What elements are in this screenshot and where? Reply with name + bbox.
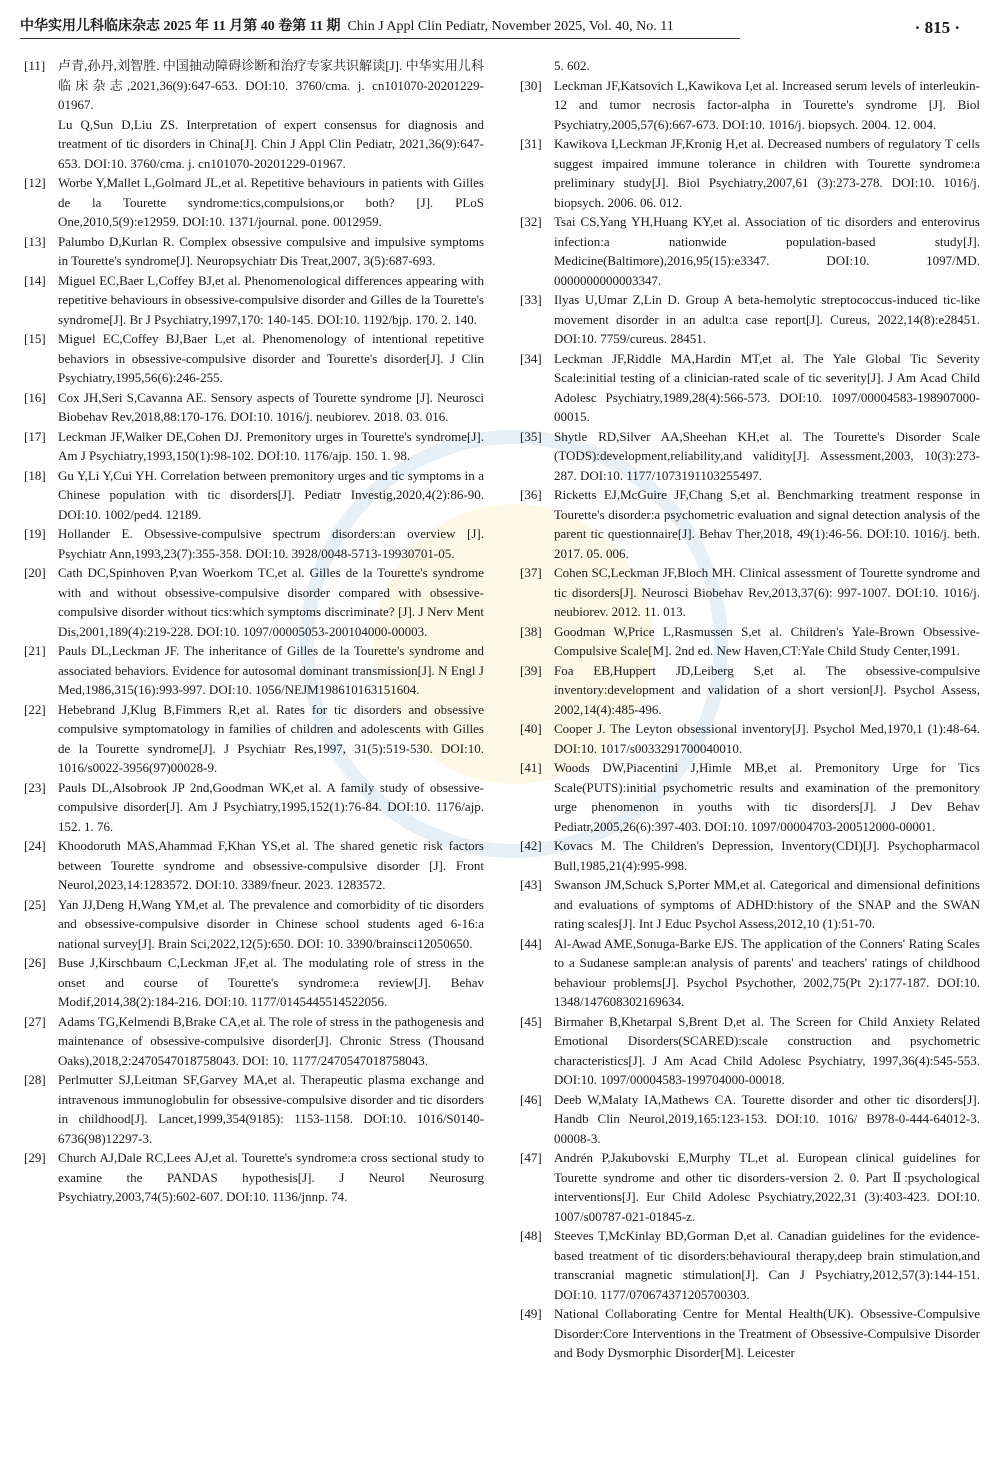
reference-number: [43] (520, 877, 542, 892)
reference-number: [15] (24, 331, 46, 346)
reference-text: Kovacs M. The Children's Depression, Inventory(CDI)[J]. Psychopharmacol Bull,1985,21(4):995-998. (554, 838, 980, 873)
reference-item (24, 953, 484, 1012)
reference-number: [28] (24, 1072, 46, 1087)
reference-number: [26] (24, 955, 46, 970)
reference-number: [31] (520, 136, 542, 151)
reference-item (24, 466, 484, 525)
page-number: · 815 · (914, 18, 960, 37)
reference-text: Miguel EC,Baer L,Coffey BJ,et al. Phenomenological differences appearing with repetitive behaviours in obsessive-compulsive disorder and Gilles de la Tourette's syndrome[J]. Br J Psychiatry,1997,170: 140-145. DOI:10. 1192/bjp. 170. 2. 140. (58, 272, 484, 327)
reference-item (24, 271, 484, 330)
reference-number: [32] (520, 214, 542, 229)
reference-text: Worbe Y,Mallet L,Golmard JL,et al. Repetitive behaviours in patients with Gilles de la Tourette syndrome:tics,compulsions,or both? [J]. PLoS One,2010,5(9):e12959. DOI:10. 1371/journal. pone. 0012959. (58, 175, 484, 229)
reference-text: Leckman JF,Walker DE,Cohen DJ. Premonitory urges in Tourette's syndrome[J]. Am J Psychiatry,1993,150(1):98-102. DOI:10. 1176/ajp. 150. 1. 98. (58, 428, 484, 463)
reference-item (520, 1226, 980, 1304)
reference-item (520, 1012, 980, 1090)
reference-number: [46] (520, 1091, 542, 1107)
reference-number: [44] (520, 935, 542, 951)
reference-number: [42] (520, 838, 542, 853)
reference-item (520, 563, 980, 622)
reference-text: Andrén P,Jakubovski E,Murphy TL,et al. European clinical guidelines for Tourette syndrome and other tic disorders-version 2. 0. Part Ⅱ:psychological interventions[J]. Eur Child Adolesc Psychiatry,2022,31 (3):403-423. DOI:10. 1007/s00787-021-01845-z. (554, 1150, 980, 1224)
reference-number: [39] (520, 662, 542, 678)
reference-number: [41] (520, 760, 542, 775)
reference-text: Shytle RD,Silver AA,Sheehan KH,et al. The Tourette's Disorder Scale (TODS):development,reliability,and validity[J]. Assessment,2003, 10(3):273-287. DOI:10. 1177/1073191103255497. (554, 428, 980, 483)
reference-item (24, 388, 484, 427)
reference-number: [34] (520, 350, 542, 366)
reference-text: Gu Y,Li Y,Cui YH. Correlation between premonitory urges and tic symptoms in a Chinese population with tic disorders[J]. Pediatr Investig,2020,4(2):86-90. DOI:10. 1002/ped4. 12189. (58, 467, 484, 522)
reference-number: [17] (24, 428, 46, 444)
reference-text: Pauls DL,Alsobrook JP 2nd,Goodman WK,et al. A family study of obsessive-compulsive disorder[J]. Am J Psychiatry,1995,152(1):76-84. DOI:10. 1176/ajp. 152. 1. 76. (58, 779, 484, 834)
reference-text: Adams TG,Kelmendi B,Brake CA,et al. The role of stress in the pathogenesis and maintenance of obsessive-compulsive disorder[J]. Chronic Stress (Thousand Oaks),2018,2:2470547018758043. DOI: 10. 1177/2470547018758043. (58, 1013, 484, 1068)
reference-number: [20] (24, 565, 46, 580)
reference-text: Cath DC,Spinhoven P,van Woerkom TC,et al. Gilles de la Tourette's syndrome with and without obsessive-compulsive disorder compared with obsessive-compulsive disorder without tics:which symptoms discriminate? [J]. J Nerv Ment Dis,2001,189(4):219-228. DOI:10. 1097/00005053-200104000-00003. (58, 565, 484, 639)
reference-number: [45] (520, 1013, 542, 1029)
reference-number: [14] (24, 272, 46, 288)
reference-item (520, 758, 980, 836)
reference-item (520, 622, 980, 661)
reference-item (520, 1090, 980, 1149)
reference-text: Cooper J. The Leyton obsessional inventory[J]. Psychol Med,1970,1 (1):48-64. DOI:10. 1017/s0033291700040010. (554, 721, 980, 756)
reference-text: Foa EB,Huppert JD,Leiberg S,et al. The obsessive-compulsive inventory:development and validation of a short version[J]. Psychol Assess, 2002,14(4):485-496. (554, 662, 980, 717)
reference-number: [13] (24, 233, 46, 249)
reference-number: [29] (24, 1150, 46, 1165)
reference-number: [21] (24, 643, 46, 658)
reference-number: [33] (520, 292, 542, 307)
reference-text: Hollander E. Obsessive-compulsive spectrum disorders:an overview [J]. Psychiatr Ann,1993,23(7):355-358. DOI:10. 3928/0048-5713-19930701-05. (58, 526, 484, 561)
reference-text: Khoodoruth MAS,Ahammad F,Khan YS,et al. The shared genetic risk factors between Tourette syndrome and obsessive-compulsive disorder [J]. Front Neurol,2023,14:1283572. DOI:10. 3389/fneur. 2023. 1283572. (58, 838, 484, 892)
reference-text: Miguel EC,Coffey BJ,Baer L,et al. Phenomenology of intentional repetitive behaviors in obsessive-compulsive disorder and Tourette's disorder[J]. J Clin Psychiatry,1995,56(6):246-255. (58, 331, 484, 385)
reference-text: Leckman JF,Riddle MA,Hardin MT,et al. The Yale Global Tic Severity Scale:initial testing of a clinician-rated scale of tic severity[J]. J Am Acad Child Adolesc Psychiatry,1989,28(4):566-573. DOI:10. 1097/00004583-198907000-00015. (554, 350, 980, 424)
reference-text: Church AJ,Dale RC,Lees AJ,et al. Tourette's syndrome:a cross sectional study to examine the PANDAS hypothesis[J]. J Neurol Neurosurg Psychiatry,2003,74(5):602-607. DOI:10. 1136/jnnp. 74. (58, 1150, 484, 1204)
reference-text: Ilyas U,Umar Z,Lin D. Group A beta-hemolytic streptococcus-induced tic-like movement disorder in an adult:a case report[J]. Cureus, 2022,14(8):e28451. DOI:10. 7759/cureus. 28451. (554, 292, 980, 346)
reference-item (520, 836, 980, 875)
reference-number: [40] (520, 721, 542, 736)
reference-number: [35] (520, 428, 542, 444)
reference-item (520, 661, 980, 720)
reference-text: Cohen SC,Leckman JF,Bloch MH. Clinical assessment of Tourette syndrome and tic disorders[J]. Neurosci Biobehav Rev,2013,37(6): 997-1007. DOI:10. 1016/j. neubiorev. 2012. 11. 013. (554, 565, 980, 619)
reference-text: Palumbo D,Kurlan R. Complex obsessive compulsive and impulsive symptoms in Tourette's syndrome[J]. Neuropsychiatr Dis Treat,2007, 3(5):687-693. (58, 233, 484, 268)
reference-item (24, 700, 484, 778)
reference-item (24, 563, 484, 641)
reference-number: [22] (24, 701, 46, 717)
reference-number: [16] (24, 389, 46, 405)
reference-text: Woods DW,Piacentini J,Himle MB,et al. Premonitory Urge for Tics Scale(PUTS):initial psychometric results and examination of the premonitory urge phenomenon in youths with tic disorders[J]. J Dev Behav Pediatr,2005,26(6):397-403. DOI:10. 1097/00004703-200512000-00001. (554, 760, 980, 834)
reference-number: [27] (24, 1013, 46, 1029)
reference-number: [48] (520, 1228, 542, 1243)
reference-item (520, 427, 980, 486)
reference-number: [23] (24, 779, 46, 795)
reference-text: Birmaher B,Khetarpal S,Brent D,et al. The Screen for Child Anxiety Related Emotional Disorders(SCARED):scale construction and psychometric characteristics[J]. J Am Acad Child Adolesc Psychiatry, 1997,36(4):545-553. DOI:10. 1097/00004583-199704000-00018. (554, 1013, 980, 1087)
reference-list-right (520, 76, 980, 1363)
reference-text: Leckman JF,Katsovich L,Kawikova I,et al. Increased serum levels of interleukin-12 and tumor necrosis factor-alpha in Tourette's syndrome [J]. Biol Psychiatry,2005,57(6):667-673. DOI:10. 1016/j. biopsych. 2004. 12. 004. (554, 77, 980, 132)
reference-item (520, 212, 980, 290)
reference-number: [19] (24, 526, 46, 541)
reference-text: Perlmutter SJ,Leitman SF,Garvey MA,et al. Therapeutic plasma exchange and intravenous immunoglobulin for obsessive-compulsive disorder and tic disorders in childhood[J]. Lancet,1999,354(9185): 1153-1158. DOI:10. 1016/S0140-6736(98)12297-3. (58, 1072, 484, 1146)
reference-text: Lu Q,Sun D,Liu ZS. Interpretation of expert consensus for diagnosis and treatment of tic disorders in China[J]. Chin J Appl Clin Pediatr, 2021,36(9):647-653. DOI:10. 3760/cma. j. cn101070-20201229-01967. (58, 116, 484, 171)
reference-item (520, 485, 980, 563)
reference-text: Goodman W,Price L,Rasmussen S,et al. Children's Yale-Brown Obsessive-Compulsive Scale[M]. 2nd ed. New Haven,CT:Yale Child Study Center,1991. (554, 623, 980, 658)
reference-text: Cox JH,Seri S,Cavanna AE. Sensory aspects of Tourette syndrome [J]. Neurosci Biobehav Rev,2018,88:170-176. DOI:10. 1016/j. neubiorev. 2018. 03. 016. (58, 389, 484, 424)
reference-number: [47] (520, 1150, 542, 1165)
reference-text: Deeb W,Malaty IA,Mathews CA. Tourette disorder and other tic disorders[J]. Handb Clin Neurol,2019,165:123-153. DOI:10. 1016/ B978-0-444-64012-3. 00008-3. (554, 1091, 980, 1146)
journal-title-en: Chin J Appl Clin Pediatr, November 2025, Vol. 40, No. 11 (347, 19, 674, 34)
reference-text: Tsai CS,Yang YH,Huang KY,et al. Association of tic disorders and enterovirus infection:a nationwide population-based study[J]. Medicine(Baltimore),2016,95(15):e3347. DOI:10. 1097/MD. 0000000000003347. (554, 214, 980, 288)
reference-item (24, 1070, 484, 1148)
reference-text: Ricketts EJ,McGuire JF,Chang S,et al. Benchmarking treatment response in Tourette's disorder:a psychometric evaluation and signal detection analysis of the parent tic questionnaire[J]. Behav Ther,2018, 49(1):46-56. DOI:10. 1016/j. beth. 2017. 05. 006. (554, 487, 980, 561)
reference-item (520, 134, 980, 212)
reference-number: [12] (24, 175, 46, 190)
reference-item (24, 232, 484, 271)
reference-item (520, 290, 980, 349)
reference-number: [38] (520, 623, 542, 639)
reference-item (520, 934, 980, 1012)
reference-number: [36] (520, 487, 542, 502)
reference-item (520, 719, 980, 758)
reference-text: 卢青,孙丹,刘智胜. 中国抽动障碍诊断和治疗专家共识解读[J]. 中华实用儿科临床杂志,2021,36(9):647-653. DOI:10. 3760/cma. j. cn101070-20201229-01967. (58, 58, 484, 112)
reference-item (24, 778, 484, 837)
reference-item (24, 836, 484, 895)
reference-text: Hebebrand J,Klug B,Fimmers R,et al. Rates for tic disorders and obsessive compulsive symptomatology in families of children and adolescents with Gilles de la Tourette syndrome[J]. J Psychiatr Res,1997, 31(5):519-530. DOI:10. 1016/s0022-3956(97)00028-9. (58, 701, 484, 775)
reference-text: Kawikova I,Leckman JF,Kronig H,et al. Decreased numbers of regulatory T cells suggest impaired immune tolerance in children with Tourette syndrome:a preliminary study[J]. Biol Psychiatry,2007,61 (3):273-278. DOI:10. 1016/j. biopsych. 2006. 06. 012. (554, 136, 980, 210)
reference-number: [24] (24, 838, 46, 853)
reference-item (24, 173, 484, 232)
reference-number: [18] (24, 467, 46, 483)
reference-item (24, 329, 484, 388)
reference-text: Steeves T,McKinlay BD,Gorman D,et al. Canadian guidelines for the evidence-based treatment of tic disorders:behavioural therapy,deep brain stimulation,and transcranial magnetic stimulation[J]. Can J Psychiatry,2012,57(3):144-151. DOI:10. 1177/070674371205700303. (554, 1228, 980, 1302)
reference-item (520, 875, 980, 934)
references-left-column (24, 56, 484, 1207)
reference-item (520, 76, 980, 135)
running-header (20, 12, 980, 42)
reference-item (24, 895, 484, 954)
reference-number: [37] (520, 565, 542, 580)
journal-header (20, 15, 740, 39)
reference-item (520, 1148, 980, 1226)
reference-item (24, 56, 484, 173)
references-right-column (520, 56, 980, 1363)
reference-item (24, 427, 484, 466)
reference-number: [11] (24, 58, 46, 73)
reference-item (520, 349, 980, 427)
reference-text: Pauls DL,Leckman JF. The inheritance of Gilles de la Tourette's syndrome and associated behaviors. Evidence for autosomal dominant transmission[J]. N Engl J Med,1986,315(16):993-997. DOI:10. 1056/NEJM198610163151604. (58, 643, 484, 697)
reference-number: [25] (24, 896, 46, 912)
reference-number: [49] (520, 1306, 542, 1321)
reference-text: Swanson JM,Schuck S,Porter MM,et al. Categorical and dimensional definitions and evaluations of symptoms of ADHD:history of the SNAP and the SWAN rating scales[J]. Int J Educ Psychol Assess,2012,10 (1):51-70. (554, 877, 980, 931)
reference-continuation: 5. 602. (554, 58, 590, 73)
reference-number: [30] (520, 77, 542, 93)
reference-text: Al-Awad AME,Sonuga-Barke EJS. The application of the Conners' Rating Scales to a Sudanese sample:an analysis of parents' and teachers' ratings of childhood behaviour problems[J]. Psychol Psychother, 2002,75(Pt 2):177-187. DOI:10. 1348/147608302169634. (554, 935, 980, 1009)
reference-text: National Collaborating Centre for Mental Health(UK). Obsessive-Compulsive Disorder:Core Interventions in the Treatment of Obsessive-Compulsive Disorder and Body Dysmorphic Disorder[M]. Leicester (554, 1306, 980, 1360)
reference-item (24, 641, 484, 700)
reference-text: Buse J,Kirschbaum C,Leckman JF,et al. The modulating role of stress in the onset and course of Tourette's syndrome:a review[J]. Behav Modif,2014,38(2):184-216. DOI:10. 1177/0145445514522056. (58, 955, 484, 1009)
reference-item (24, 1148, 484, 1207)
journal-title-cn: 中华实用儿科临床杂志 2025 年 11 月第 40 卷第 11 期 (20, 19, 341, 34)
reference-text: Yan JJ,Deng H,Wang YM,et al. The prevalence and comorbidity of tic disorders and obsessive-compulsive disorder in Chinese school students aged 6-16:a national survey[J]. Brain Sci,2022,12(5):650. DOI: 10. 3390/brainsci12050650. (58, 896, 484, 951)
reference-item (24, 1012, 484, 1071)
reference-item (24, 524, 484, 563)
reference-item (520, 1304, 980, 1363)
